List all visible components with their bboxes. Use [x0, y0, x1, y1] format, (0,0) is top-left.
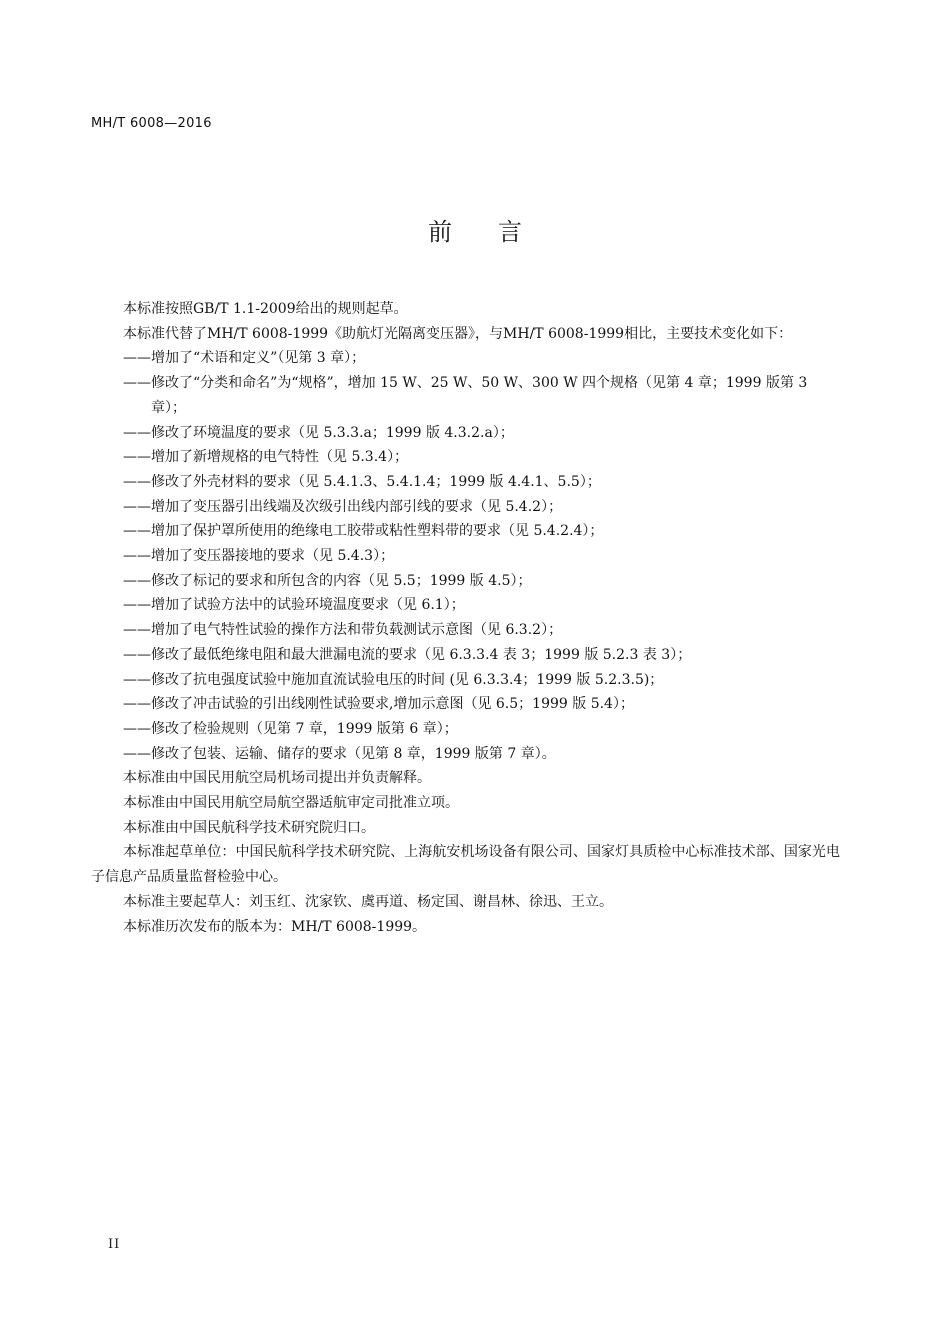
- change-item: ——修改了环境温度的要求（见 5.3.3.a；1999 版 4.3.2.a）；: [123, 424, 514, 441]
- closing-paragraph: 本标准由中国民用航空局航空器适航审定司批准立项。: [123, 795, 459, 812]
- change-item: ——修改了外壳材料的要求（见 5.4.1.3、5.4.1.4；1999 版 4.4.1、5.5）；: [123, 473, 601, 490]
- change-item: ——修改了冲击试验的引出线刚性试验要求,增加示意图（见 6.5；1999 版 5.4）；: [123, 696, 634, 713]
- change-item: ——增加了新增规格的电气特性（见 5.3.4）；: [123, 449, 409, 466]
- change-item: ——修改了检验规则（见第 7 章，1999 版第 6 章）；: [123, 720, 458, 737]
- change-item: ——增加了“术语和定义”（见第 3 章）；: [123, 350, 366, 367]
- change-item: ——增加了变压器引出线端及次级引出线内部引线的要求（见 5.4.2）；: [123, 498, 563, 515]
- closing-paragraph: 本标准由中国民用航空局机场司提出并负责解释。: [123, 770, 431, 787]
- page-number: II: [108, 1237, 121, 1252]
- closing-paragraph: 本标准由中国民航科学技术研究院归口。: [123, 819, 375, 836]
- change-item: ——修改了标记的要求和所包含的内容（见 5.5；1999 版 4.5）；: [123, 572, 532, 589]
- change-item: ——修改了包装、运输、储存的要求（见第 8 章，1999 版第 7 章）。: [123, 745, 556, 762]
- closing-paragraph: 本标准起草单位：中国民航科学技术研究院、上海航安机场设备有限公司、国家灯具质检中心标准技术部、国家光电子信息产品质量监督检验中心。: [91, 844, 840, 886]
- foreword-body: [91, 297, 840, 939]
- change-item: ——修改了最低绝缘电阻和最大泄漏电流的要求（见 6.3.3.4 表 3；1999 版 5.2.3 表 3）；: [123, 646, 692, 663]
- intro-paragraph: 本标准按照GB/T 1.1-2009给出的规则起草。: [123, 301, 408, 317]
- change-item: ——增加了试验方法中的试验环境温度要求（见 6.1）；: [123, 597, 465, 614]
- change-item: ——增加了变压器接地的要求（见 5.4.3）；: [123, 548, 395, 565]
- change-item: ——修改了抗电强度试验中施加直流试验电压的时间 (见 6.3.3.4；1999 版 5.2.3.5)；: [123, 671, 664, 688]
- page-title: 前言: [428, 218, 568, 246]
- change-item: ——修改了“分类和命名”为“规格”，增加 15 W、25 W、50 W、300 W 四个规格（见第 4 章；1999 版第 3 章）；: [123, 375, 808, 416]
- document-code: MH/T 6008—2016: [91, 116, 212, 131]
- change-item: ——增加了保护罩所使用的绝缘电工胶带或粘性塑料带的要求（见 5.4.2.4）；: [123, 523, 604, 540]
- closing-paragraph: 本标准历次发布的版本为：MH/T 6008-1999。: [123, 918, 427, 935]
- intro-paragraph: 本标准代替了MH/T 6008-1999《助航灯光隔离变压器》，与MH/T 6008-1999相比，主要技术变化如下：: [123, 325, 793, 342]
- change-item: ——增加了电气特性试验的操作方法和带负载测试示意图（见 6.3.2）；: [123, 622, 563, 639]
- closing-paragraph: 本标准主要起草人：刘玉红、沈家钦、虞再道、杨定国、谢昌林、徐迅、王立。: [123, 893, 613, 910]
